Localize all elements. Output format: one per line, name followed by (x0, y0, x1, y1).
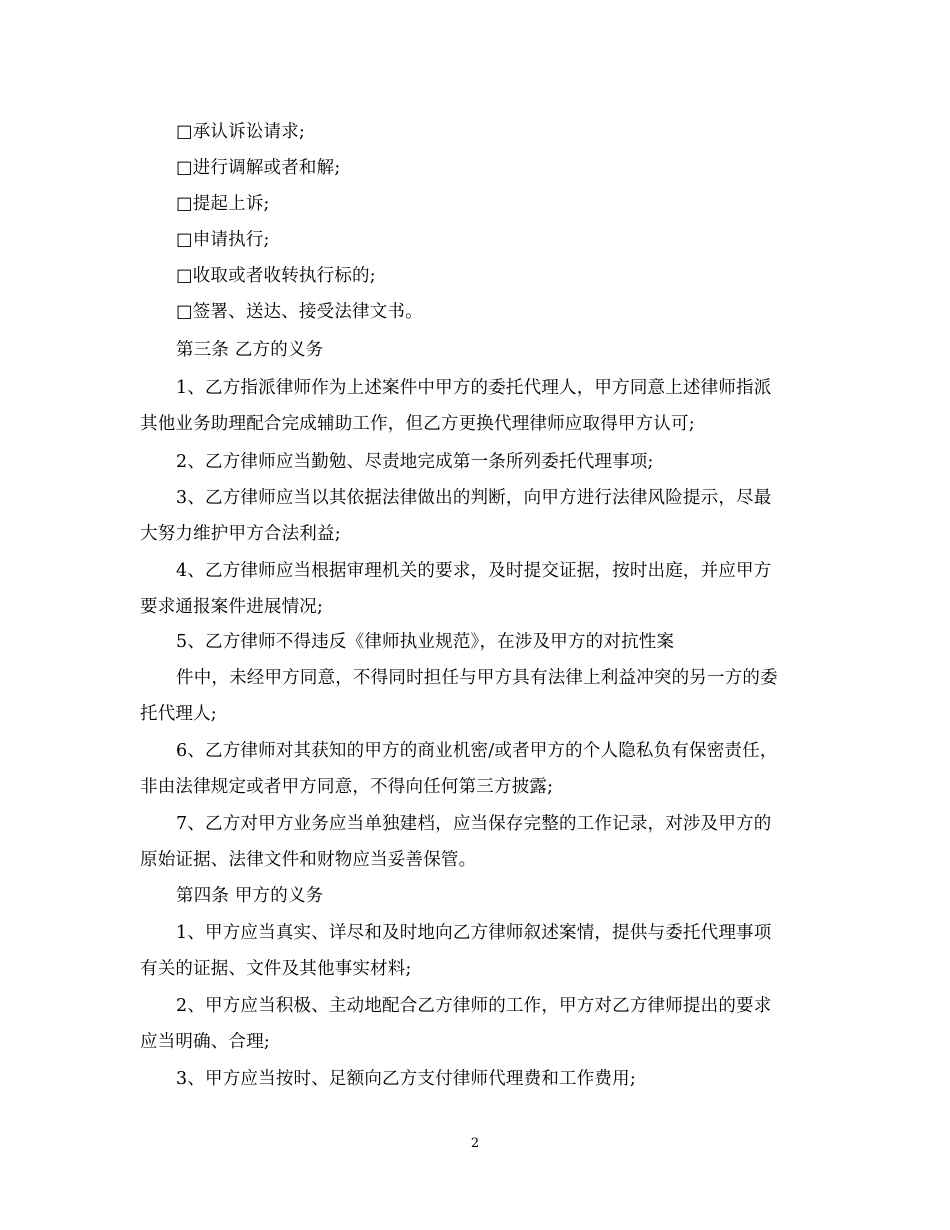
article-3-item-6: 6、乙方律师对其获知的甲方的商业机密/或者甲方的个人隐私负有保密责任， (176, 741, 778, 761)
article-3-item-4-cont: 要求通报案件进展情况; (140, 597, 324, 617)
article-3-heading: 第三条 乙方的义务 (176, 340, 324, 360)
article-3-item-7-cont: 原始证据、法律文件和财物应当妥善保管。 (140, 850, 477, 870)
checklist-item: □进行调解或者和解; (176, 158, 341, 178)
article-4-item-2-cont: 应当明确、合理; (140, 1032, 270, 1052)
article-3-item-7: 7、乙方对甲方业务应当单独建档，应当保存完整的工作记录，对涉及甲方的 (176, 814, 772, 834)
checklist-item: □申请执行; (176, 230, 270, 250)
article-3-item-2: 2、乙方律师应当勤勉、尽责地完成第一条所列委托代理事项; (176, 452, 654, 472)
article-3-item-1: 1、乙方指派律师作为上述案件中甲方的委托代理人，甲方同意上述律师指派 (176, 378, 772, 398)
article-4-item-1: 1、甲方应当真实、详尽和及时地向乙方律师叙述案情，提供与委托代理事项 (176, 923, 772, 943)
article-3-item-5-cont: 件中，未经甲方同意，不得同时担任与甲方具有法律上利益冲突的另一方的委 (176, 668, 778, 688)
article-4-heading: 第四条 甲方的义务 (176, 886, 324, 906)
checklist-item: □提起上诉; (176, 194, 270, 214)
article-3-item-5: 5、乙方律师不得违反《律师执业规范》，在涉及甲方的对抗性案 (176, 632, 675, 652)
article-3-item-5-cont2: 托代理人; (140, 704, 217, 724)
checklist-item: □收取或者收转执行标的; (176, 266, 376, 286)
article-3-item-4: 4、乙方律师应当根据审理机关的要求，及时提交证据，按时出庭，并应甲方 (176, 561, 772, 581)
checklist-item: □承认诉讼请求; (176, 122, 306, 142)
article-3-item-3-cont: 大努力维护甲方合法利益; (140, 524, 341, 544)
article-4-item-3: 3、甲方应当按时、足额向乙方支付律师代理费和工作费用; (176, 1069, 636, 1089)
checklist-item: □签署、送达、接受法律文书。 (176, 302, 423, 322)
article-3-item-3: 3、乙方律师应当以其依据法律做出的判断，向甲方进行法律风险提示，尽最 (176, 488, 772, 508)
article-3-item-1-cont: 其他业务助理配合完成辅助工作，但乙方更换代理律师应取得甲方认可; (140, 414, 695, 434)
article-4-item-1-cont: 有关的证据、文件及其他事实材料; (140, 959, 412, 979)
article-3-item-6-cont: 非由法律规定或者甲方同意，不得向任何第三方披露; (140, 777, 554, 797)
page-number: 2 (470, 1136, 480, 1151)
article-4-item-2: 2、甲方应当积极、主动地配合乙方律师的工作，甲方对乙方律师提出的要求 (176, 996, 772, 1016)
